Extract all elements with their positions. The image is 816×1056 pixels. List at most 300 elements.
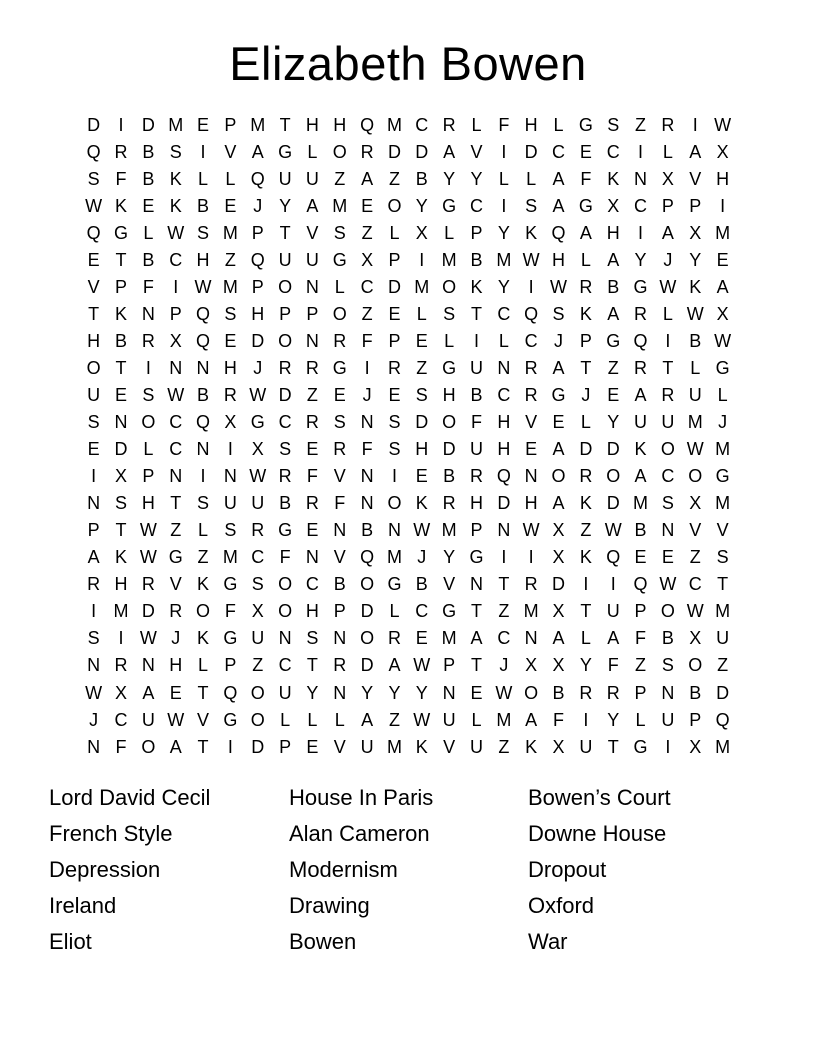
grid-letter: I	[528, 547, 534, 568]
grid-letter: X	[525, 655, 538, 676]
grid-letter: C	[360, 276, 374, 297]
grid-letter: E	[716, 249, 729, 270]
grid-letter: N	[169, 466, 183, 487]
grid-letter: A	[661, 222, 674, 243]
grid-letter: X	[689, 222, 702, 243]
grid-letter: M	[441, 520, 457, 541]
grid-letter: L	[580, 628, 591, 649]
grid-letter: G	[442, 357, 457, 378]
grid-letter: O	[332, 303, 347, 324]
grid-letter: A	[716, 276, 729, 297]
grid-letter: G	[442, 195, 457, 216]
grid-letter: B	[361, 520, 374, 541]
grid-letter: O	[606, 466, 621, 487]
grid-letter: O	[688, 466, 703, 487]
word-list-item: Alan Cameron	[289, 821, 430, 846]
grid-letter: D	[251, 736, 265, 757]
grid-letter: L	[416, 303, 427, 324]
grid-letter: Q	[360, 114, 375, 135]
grid-letter: T	[170, 493, 182, 514]
grid-letter: U	[469, 439, 483, 460]
grid-letter: X	[361, 249, 374, 270]
grid-letter: S	[142, 384, 155, 405]
grid-letter: C	[634, 195, 648, 216]
grid-letter: Q	[551, 222, 566, 243]
grid-letter: O	[442, 276, 457, 297]
grid-letter: S	[388, 412, 401, 433]
grid-letter: N	[141, 655, 155, 676]
grid-letter: T	[88, 303, 100, 324]
grid-letter: Y	[443, 547, 456, 568]
grid-letter: T	[470, 655, 482, 676]
grid-letter: M	[222, 547, 238, 568]
grid-letter: G	[223, 709, 238, 730]
grid-letter: L	[143, 439, 154, 460]
grid-letter: E	[224, 330, 237, 351]
grid-letter: I	[227, 439, 233, 460]
grid-letter: E	[306, 520, 319, 541]
grid-letter: I	[145, 357, 151, 378]
grid-letter: E	[115, 384, 128, 405]
grid-letter: Z	[689, 547, 701, 568]
word-list-column-1	[49, 780, 289, 960]
grid-letter: H	[169, 655, 183, 676]
grid-letter: L	[389, 601, 400, 622]
grid-letter: L	[444, 330, 455, 351]
grid-letter: I	[173, 276, 179, 297]
grid-letter: I	[200, 141, 206, 162]
grid-letter: I	[501, 141, 507, 162]
grid-letter: Y	[497, 222, 510, 243]
grid-letter: K	[579, 303, 592, 324]
grid-letter: P	[388, 249, 401, 270]
grid-letter: O	[278, 601, 293, 622]
grid-letter: R	[305, 493, 319, 514]
grid-letter: L	[471, 114, 482, 135]
grid-letter: H	[305, 114, 319, 135]
grid-letter: W	[522, 520, 540, 541]
grid-letter: D	[87, 114, 101, 135]
grid-letter: V	[197, 709, 210, 730]
grid-letter: Y	[415, 682, 428, 703]
grid-letter: R	[524, 357, 538, 378]
grid-letter: E	[333, 384, 346, 405]
grid-letter: P	[224, 114, 237, 135]
grid-letter: H	[87, 330, 101, 351]
grid-letter: A	[525, 709, 538, 730]
grid-letter: P	[279, 736, 292, 757]
grid-letter: R	[223, 384, 237, 405]
grid-letter: I	[91, 466, 97, 487]
grid-letter: A	[142, 682, 155, 703]
grid-letter: W	[413, 709, 431, 730]
grid-letter: S	[224, 303, 237, 324]
grid-letter: O	[250, 682, 265, 703]
grid-letter: G	[278, 141, 293, 162]
grid-letter: G	[332, 357, 347, 378]
grid-letter: X	[607, 195, 620, 216]
grid-letter: L	[143, 222, 154, 243]
grid-letter: Y	[634, 249, 647, 270]
grid-letter: V	[333, 466, 346, 487]
grid-letter: C	[688, 574, 702, 595]
grid-letter: P	[251, 222, 264, 243]
grid-letter: B	[552, 682, 565, 703]
grid-letter: J	[253, 195, 263, 216]
grid-letter: L	[198, 168, 209, 189]
grid-letter: U	[661, 709, 675, 730]
grid-letter: R	[333, 330, 347, 351]
grid-letter: X	[552, 655, 565, 676]
grid-letter: G	[387, 574, 402, 595]
grid-letter: K	[525, 222, 538, 243]
grid-letter: W	[167, 222, 185, 243]
grid-letter: D	[415, 141, 429, 162]
grid-letter: F	[470, 412, 482, 433]
grid-letter: W	[686, 439, 704, 460]
grid-letter: S	[661, 493, 674, 514]
grid-letter: B	[197, 384, 210, 405]
grid-letter: K	[115, 303, 128, 324]
grid-letter: G	[578, 114, 593, 135]
grid-letter: H	[524, 114, 538, 135]
grid-letter: O	[524, 682, 539, 703]
grid-letter: O	[660, 601, 675, 622]
grid-letter: Y	[579, 655, 592, 676]
grid-letter: U	[251, 493, 265, 514]
grid-letter: I	[419, 249, 425, 270]
grid-letter: O	[278, 276, 293, 297]
grid-letter: C	[415, 114, 429, 135]
grid-letter: M	[715, 493, 731, 514]
grid-letter: N	[524, 628, 538, 649]
grid-letter: W	[659, 574, 677, 595]
grid-letter: C	[469, 195, 483, 216]
grid-letter: O	[360, 628, 375, 649]
grid-letter: N	[305, 330, 319, 351]
grid-letter: A	[552, 628, 565, 649]
grid-letter: B	[197, 195, 210, 216]
grid-letter: R	[634, 303, 648, 324]
grid-letter: Z	[498, 736, 510, 757]
grid-letter: C	[661, 466, 675, 487]
grid-letter: X	[716, 141, 729, 162]
grid-letter: D	[114, 439, 128, 460]
grid-letter: H	[469, 493, 483, 514]
grid-letter: R	[442, 114, 456, 135]
grid-letter: R	[114, 141, 128, 162]
grid-letter: M	[715, 222, 731, 243]
grid-letter: I	[583, 709, 589, 730]
word-list-item: Downe House	[528, 821, 667, 846]
grid-letter: S	[333, 412, 346, 433]
grid-letter: R	[305, 357, 319, 378]
grid-letter: X	[661, 168, 674, 189]
grid-letter: B	[142, 249, 155, 270]
grid-letter: Z	[252, 655, 264, 676]
grid-letter: S	[87, 628, 100, 649]
grid-letter: E	[169, 682, 182, 703]
grid-letter: R	[606, 682, 620, 703]
grid-letter: C	[415, 601, 429, 622]
grid-letter: V	[87, 276, 100, 297]
grid-letter: P	[579, 330, 592, 351]
grid-letter: U	[278, 249, 292, 270]
grid-letter: Q	[496, 466, 511, 487]
grid-letter: C	[524, 330, 538, 351]
grid-letter: L	[307, 141, 318, 162]
grid-letter: L	[662, 141, 673, 162]
grid-letter: D	[442, 439, 456, 460]
grid-letter: W	[85, 195, 103, 216]
grid-letter: V	[333, 736, 346, 757]
grid-letter: X	[552, 736, 565, 757]
grid-letter: G	[469, 547, 484, 568]
grid-letter: D	[716, 682, 730, 703]
grid-letter: I	[610, 574, 616, 595]
grid-letter: C	[552, 141, 566, 162]
grid-letter: B	[634, 520, 647, 541]
grid-letter: F	[224, 601, 236, 622]
grid-letter: D	[606, 439, 620, 460]
grid-letter: H	[716, 168, 730, 189]
grid-letter: A	[552, 493, 565, 514]
grid-letter: Z	[607, 357, 619, 378]
grid-letter: I	[665, 736, 671, 757]
grid-letter: A	[607, 249, 620, 270]
word-list-item: Bowen	[289, 929, 357, 954]
grid-letter: J	[89, 709, 99, 730]
grid-letter: Z	[388, 709, 400, 730]
grid-letter: J	[718, 412, 728, 433]
grid-letter: R	[524, 384, 538, 405]
grid-letter: P	[115, 276, 128, 297]
grid-letter: D	[278, 384, 292, 405]
grid-letter: D	[360, 601, 374, 622]
grid-letter: P	[388, 330, 401, 351]
grid-letter: H	[305, 601, 319, 622]
grid-letter: E	[634, 547, 647, 568]
grid-letter: N	[169, 357, 183, 378]
grid-letter: R	[579, 276, 593, 297]
grid-letter: J	[581, 384, 591, 405]
grid-letter: B	[415, 168, 428, 189]
grid-letter: O	[442, 412, 457, 433]
grid-letter: W	[714, 330, 732, 351]
grid-letter: U	[360, 736, 374, 757]
grid-letter: X	[552, 520, 565, 541]
grid-letter: K	[169, 195, 182, 216]
grid-letter: R	[333, 655, 347, 676]
grid-letter: I	[665, 330, 671, 351]
grid-letter: E	[306, 736, 319, 757]
grid-letter: O	[278, 330, 293, 351]
grid-letter: F	[635, 628, 647, 649]
grid-letter: A	[361, 709, 374, 730]
grid-letter: X	[251, 601, 264, 622]
grid-letter: F	[279, 547, 291, 568]
grid-letter: G	[606, 330, 621, 351]
grid-letter: W	[413, 520, 431, 541]
grid-letter: Q	[606, 547, 621, 568]
word-list-item: Lord David Cecil	[49, 785, 211, 810]
grid-letter: F	[361, 330, 373, 351]
grid-letter: M	[386, 736, 402, 757]
grid-letter: L	[198, 655, 209, 676]
grid-letter: J	[499, 655, 509, 676]
grid-letter: L	[662, 303, 673, 324]
grid-letter: J	[417, 547, 427, 568]
grid-letter: S	[333, 222, 346, 243]
grid-letter: R	[469, 466, 483, 487]
grid-letter: L	[526, 168, 537, 189]
grid-letter: R	[661, 114, 675, 135]
grid-letter: Y	[470, 168, 483, 189]
grid-letter: N	[223, 466, 237, 487]
grid-letter: K	[579, 493, 592, 514]
grid-letter: A	[169, 736, 182, 757]
grid-letter: C	[278, 412, 292, 433]
grid-letter: H	[524, 493, 538, 514]
grid-letter: W	[714, 114, 732, 135]
grid-letter: V	[689, 168, 702, 189]
grid-letter: Q	[86, 141, 101, 162]
grid-letter: E	[470, 682, 483, 703]
grid-letter: N	[305, 276, 319, 297]
grid-letter: O	[551, 466, 566, 487]
grid-letter: V	[525, 412, 538, 433]
grid-letter: A	[552, 168, 565, 189]
wordsearch-grid	[80, 111, 736, 760]
grid-letter: N	[661, 682, 675, 703]
grid-letter: P	[634, 682, 647, 703]
grid-letter: Z	[197, 547, 209, 568]
grid-letter: X	[552, 601, 565, 622]
grid-letter: J	[362, 384, 372, 405]
grid-letter: L	[334, 276, 345, 297]
grid-letter: H	[552, 249, 566, 270]
grid-letter: S	[552, 303, 565, 324]
grid-letter: E	[306, 439, 319, 460]
grid-letter: P	[443, 655, 456, 676]
grid-letter: D	[552, 574, 566, 595]
grid-letter: P	[470, 520, 483, 541]
grid-letter: I	[501, 195, 507, 216]
grid-letter: Q	[223, 682, 238, 703]
grid-letter: W	[495, 682, 513, 703]
grid-letter: W	[604, 520, 622, 541]
grid-letter: K	[115, 547, 128, 568]
grid-letter: O	[250, 709, 265, 730]
grid-letter: N	[196, 439, 210, 460]
grid-letter: V	[443, 574, 456, 595]
word-list-item: War	[528, 929, 568, 954]
grid-letter: Z	[416, 357, 428, 378]
grid-letter: T	[115, 249, 127, 270]
grid-letter: R	[360, 141, 374, 162]
grid-letter: I	[501, 547, 507, 568]
grid-letter: W	[550, 276, 568, 297]
grid-letter: X	[689, 628, 702, 649]
grid-letter: H	[497, 439, 511, 460]
grid-letter: P	[306, 303, 319, 324]
grid-letter: T	[279, 222, 291, 243]
grid-letter: Y	[361, 682, 374, 703]
grid-letter: U	[141, 709, 155, 730]
grid-letter: W	[167, 709, 185, 730]
grid-letter: K	[470, 276, 483, 297]
grid-letter: M	[113, 601, 129, 622]
grid-letter: Z	[306, 384, 318, 405]
grid-letter: L	[498, 168, 509, 189]
grid-letter: C	[169, 412, 183, 433]
grid-letter: A	[87, 547, 100, 568]
grid-letter: W	[194, 276, 212, 297]
word-list-item: Bowen’s Court	[528, 785, 671, 810]
grid-letter: V	[306, 222, 319, 243]
grid-letter: H	[223, 357, 237, 378]
grid-letter: E	[552, 412, 565, 433]
grid-letter: M	[715, 736, 731, 757]
grid-letter: A	[634, 466, 647, 487]
grid-letter: M	[332, 195, 348, 216]
word-list-item: Oxford	[528, 893, 595, 918]
grid-letter: D	[415, 412, 429, 433]
grid-letter: P	[251, 276, 264, 297]
grid-letter: C	[606, 141, 620, 162]
grid-letter: M	[386, 114, 402, 135]
grid-letter: G	[168, 547, 183, 568]
grid-letter: U	[278, 682, 292, 703]
grid-letter: U	[469, 736, 483, 757]
grid-letter: I	[720, 195, 726, 216]
grid-letter: F	[142, 276, 154, 297]
grid-letter: G	[442, 601, 457, 622]
grid-letter: Q	[250, 249, 265, 270]
grid-letter: X	[115, 682, 128, 703]
grid-letter: F	[115, 168, 127, 189]
grid-letter: R	[387, 357, 401, 378]
grid-letter: N	[360, 412, 374, 433]
word-list-item: Depression	[49, 857, 161, 882]
grid-letter: R	[278, 357, 292, 378]
grid-letter: C	[114, 709, 128, 730]
grid-letter: J	[663, 249, 673, 270]
grid-letter: W	[522, 249, 540, 270]
grid-letter: K	[579, 547, 592, 568]
grid-letter: X	[552, 547, 565, 568]
grid-letter: U	[716, 628, 730, 649]
grid-letter: Q	[86, 222, 101, 243]
grid-letter: L	[334, 709, 345, 730]
grid-letter: M	[687, 412, 703, 433]
grid-letter: N	[524, 466, 538, 487]
grid-letter: W	[139, 547, 157, 568]
grid-letter: K	[634, 439, 647, 460]
grid-letter: B	[333, 574, 346, 595]
grid-letter: E	[579, 141, 592, 162]
grid-letter: F	[607, 655, 619, 676]
word-list-item: Ireland	[49, 893, 117, 918]
grid-letter: X	[689, 736, 702, 757]
grid-letter: U	[469, 357, 483, 378]
grid-letter: W	[167, 384, 185, 405]
grid-letter: M	[250, 114, 266, 135]
word-list-column-3	[528, 780, 671, 960]
grid-letter: P	[224, 655, 237, 676]
grid-letter: O	[660, 439, 675, 460]
grid-letter: W	[659, 276, 677, 297]
